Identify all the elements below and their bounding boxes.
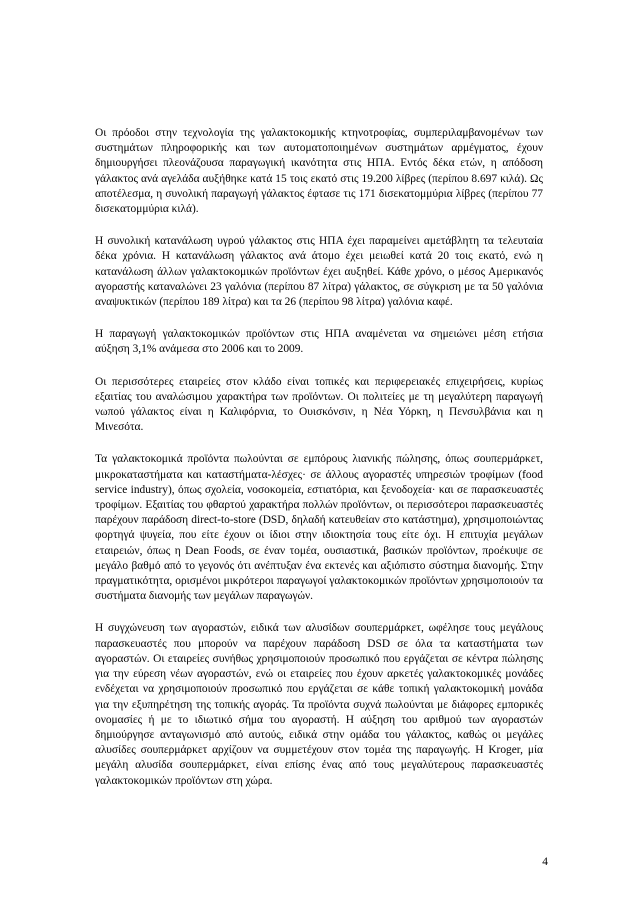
document-body (95, 126, 543, 806)
paragraph-production-growth: Η παραγωγή γαλακτοκομικών προϊόντων στις ΗΠΑ αναμένεται να σημειώνει μέση ετήσια αύξηση 3,1% ανάμεσα στο 2006 και το 2009. (95, 328, 543, 356)
paragraph-production-technology: Οι πρόοδοι στην τεχνολογία της γαλακτοκομικής κτηνοτροφίας, συμπεριλαμβανομένων των συστημάτων πληροφορικής και των αυτοματοποιημένων συστημάτων αρμέγματος, έχουν δημιουργήσει πλεονάζουσα παραγωγική ικανότητα στις ΗΠΑ. Εντός δέκα ετών, η απόδοση γάλακτος ανά αγελάδα αυξήθηκε κατά 15 τοις εκατό στις 19.200 λίβρες (περίπου 8.697 κιλά). Ως αποτέλεσμα, η συνολική παραγωγή γάλακτος έφτασε τις 171 δισεκατομμύρια λίβρες (περίπου 77 δισεκατομμύρια κιλά). (95, 127, 543, 216)
paragraph-milk-consumption: Η συνολική κατανάλωση υγρού γάλακτος στις ΗΠΑ έχει παραμείνει αμετάβλητη τα τελευταία δέκα χρόνια. Η κατανάλωση γάλακτος ανά άτομο έχει μειωθεί κατά 20 τοις εκατό, ενώ η κατανάλωση άλλων γαλακτοκομικών προϊόντων έχει αυξηθεί. Κάθε χρόνο, ο μέσος Αμερικανός αγοραστής καταναλώνει 23 γαλόνια (περίπου 87 λίτρα) γάλακτος, σε σύγκριση με τα 50 γαλόνια αναψυκτικών (περίπου 189 λίτρα) και τα 26 (περίπου 98 λίτρα) γαλόνια καφέ. (95, 235, 543, 309)
page-number: 4 (542, 856, 548, 868)
paragraph-distribution: Τα γαλακτοκομικά προϊόντα πωλούνται σε εμπόρους λιανικής πώλησης, όπως σουπερμάρκετ, μικροκαταστήματα και καταστήματα-λέσχες· σε άλλους αγοραστές υπηρεσιών τροφίμων (food service industry), όπως σχολεία, νοσοκομεία, εστιατόρια, και ξενοδοχεία· και σε παρασκευαστές τροφίμων. Εξαιτίας του φθαρτού χαρακτήρα πολλών προϊόντων, οι περισσότεροι παρασκευαστές παρέχουν παράδοση direct-to-store (DSD, δηλαδή κατευθείαν στο κατάστημα), χρησιμοποιώντας φορτηγά ψυγεία, που είτε έχουν οι ίδιοι στην ιδιοκτησία τους είτε όχι. Η επιτυχία μεγάλων εταιρειών, όπως η Dean Foods, σε έναν τομέα, ουσιαστικά, βασικών προϊόντων, προέκυψε σε μεγάλο βαθμό από το γεγονός ότι ανέπτυξαν ένα εκτενές και αξιόπιστο σύστημα διανομής. Στην πραγματικότητα, ορισμένοι μικρότεροι παραγωγοί γαλακτοκομικών προϊόντων χρησιμοποιούν τα συστήματα διανομής των μεγάλων παραγωγών. (95, 453, 543, 603)
paragraph-buyer-consolidation: Η συγχώνευση των αγοραστών, ειδικά των αλυσίδων σουπερμάρκετ, ωφέλησε τους μεγάλους παρασκευαστές που μπορούν να παρέχουν παράδοση DSD σε όλα τα καταστήματα των αγοραστών. Οι εταιρείες συνήθως χρησιμοποιούν προσωπικό που εργάζεται σε κέντρα πώλησης για την εύρεση νέων αγοραστών, ενώ οι εταιρείες που έχουν αρκετές γαλακτοκομικές μονάδες ενδέχεται να χρησιμοποιούν προσωπικό που εργάζεται σε κάθε τοπική γαλακτοκομική μονάδα για την εξυπηρέτηση της τοπικής αγοράς. Τα προϊόντα συχνά πωλούνται με διάφορες εμπορικές ονομασίες ή με το ιδιωτικό σήμα του αγοραστή. Η αύξηση του αριθμού των αγοραστών δημιούργησε ανταγωνισμό από αυτούς, ειδικά στην ομάδα του γάλακτος, καθώς οι μεγάλες αλυσίδες σουπερμάρκετ αρχίζουν να συμμετέχουν στον τομέα της παραγωγής. Η Kroger, μία μεγάλη αλυσίδα σουπερμάρκετ, είναι επίσης ένας από τους μεγαλύτερους παρασκευαστές γαλακτοκομικών προϊόντων στη χώρα. (95, 622, 543, 787)
paragraph-regional-companies: Οι περισσότερες εταιρείες στον κλάδο είναι τοπικές και περιφερειακές επιχειρήσεις, κυρίως εξαιτίας του αναλώσιμου χαρακτήρα των προϊόντων. Οι πολιτείες με τη μεγαλύτερη παραγωγή νωπού γάλακτος είναι η Καλιφόρνια, το Ουισκόνσιν, η Νέα Υόρκη, η Πενσυλβάνια και η Μινεσότα. (95, 375, 543, 434)
